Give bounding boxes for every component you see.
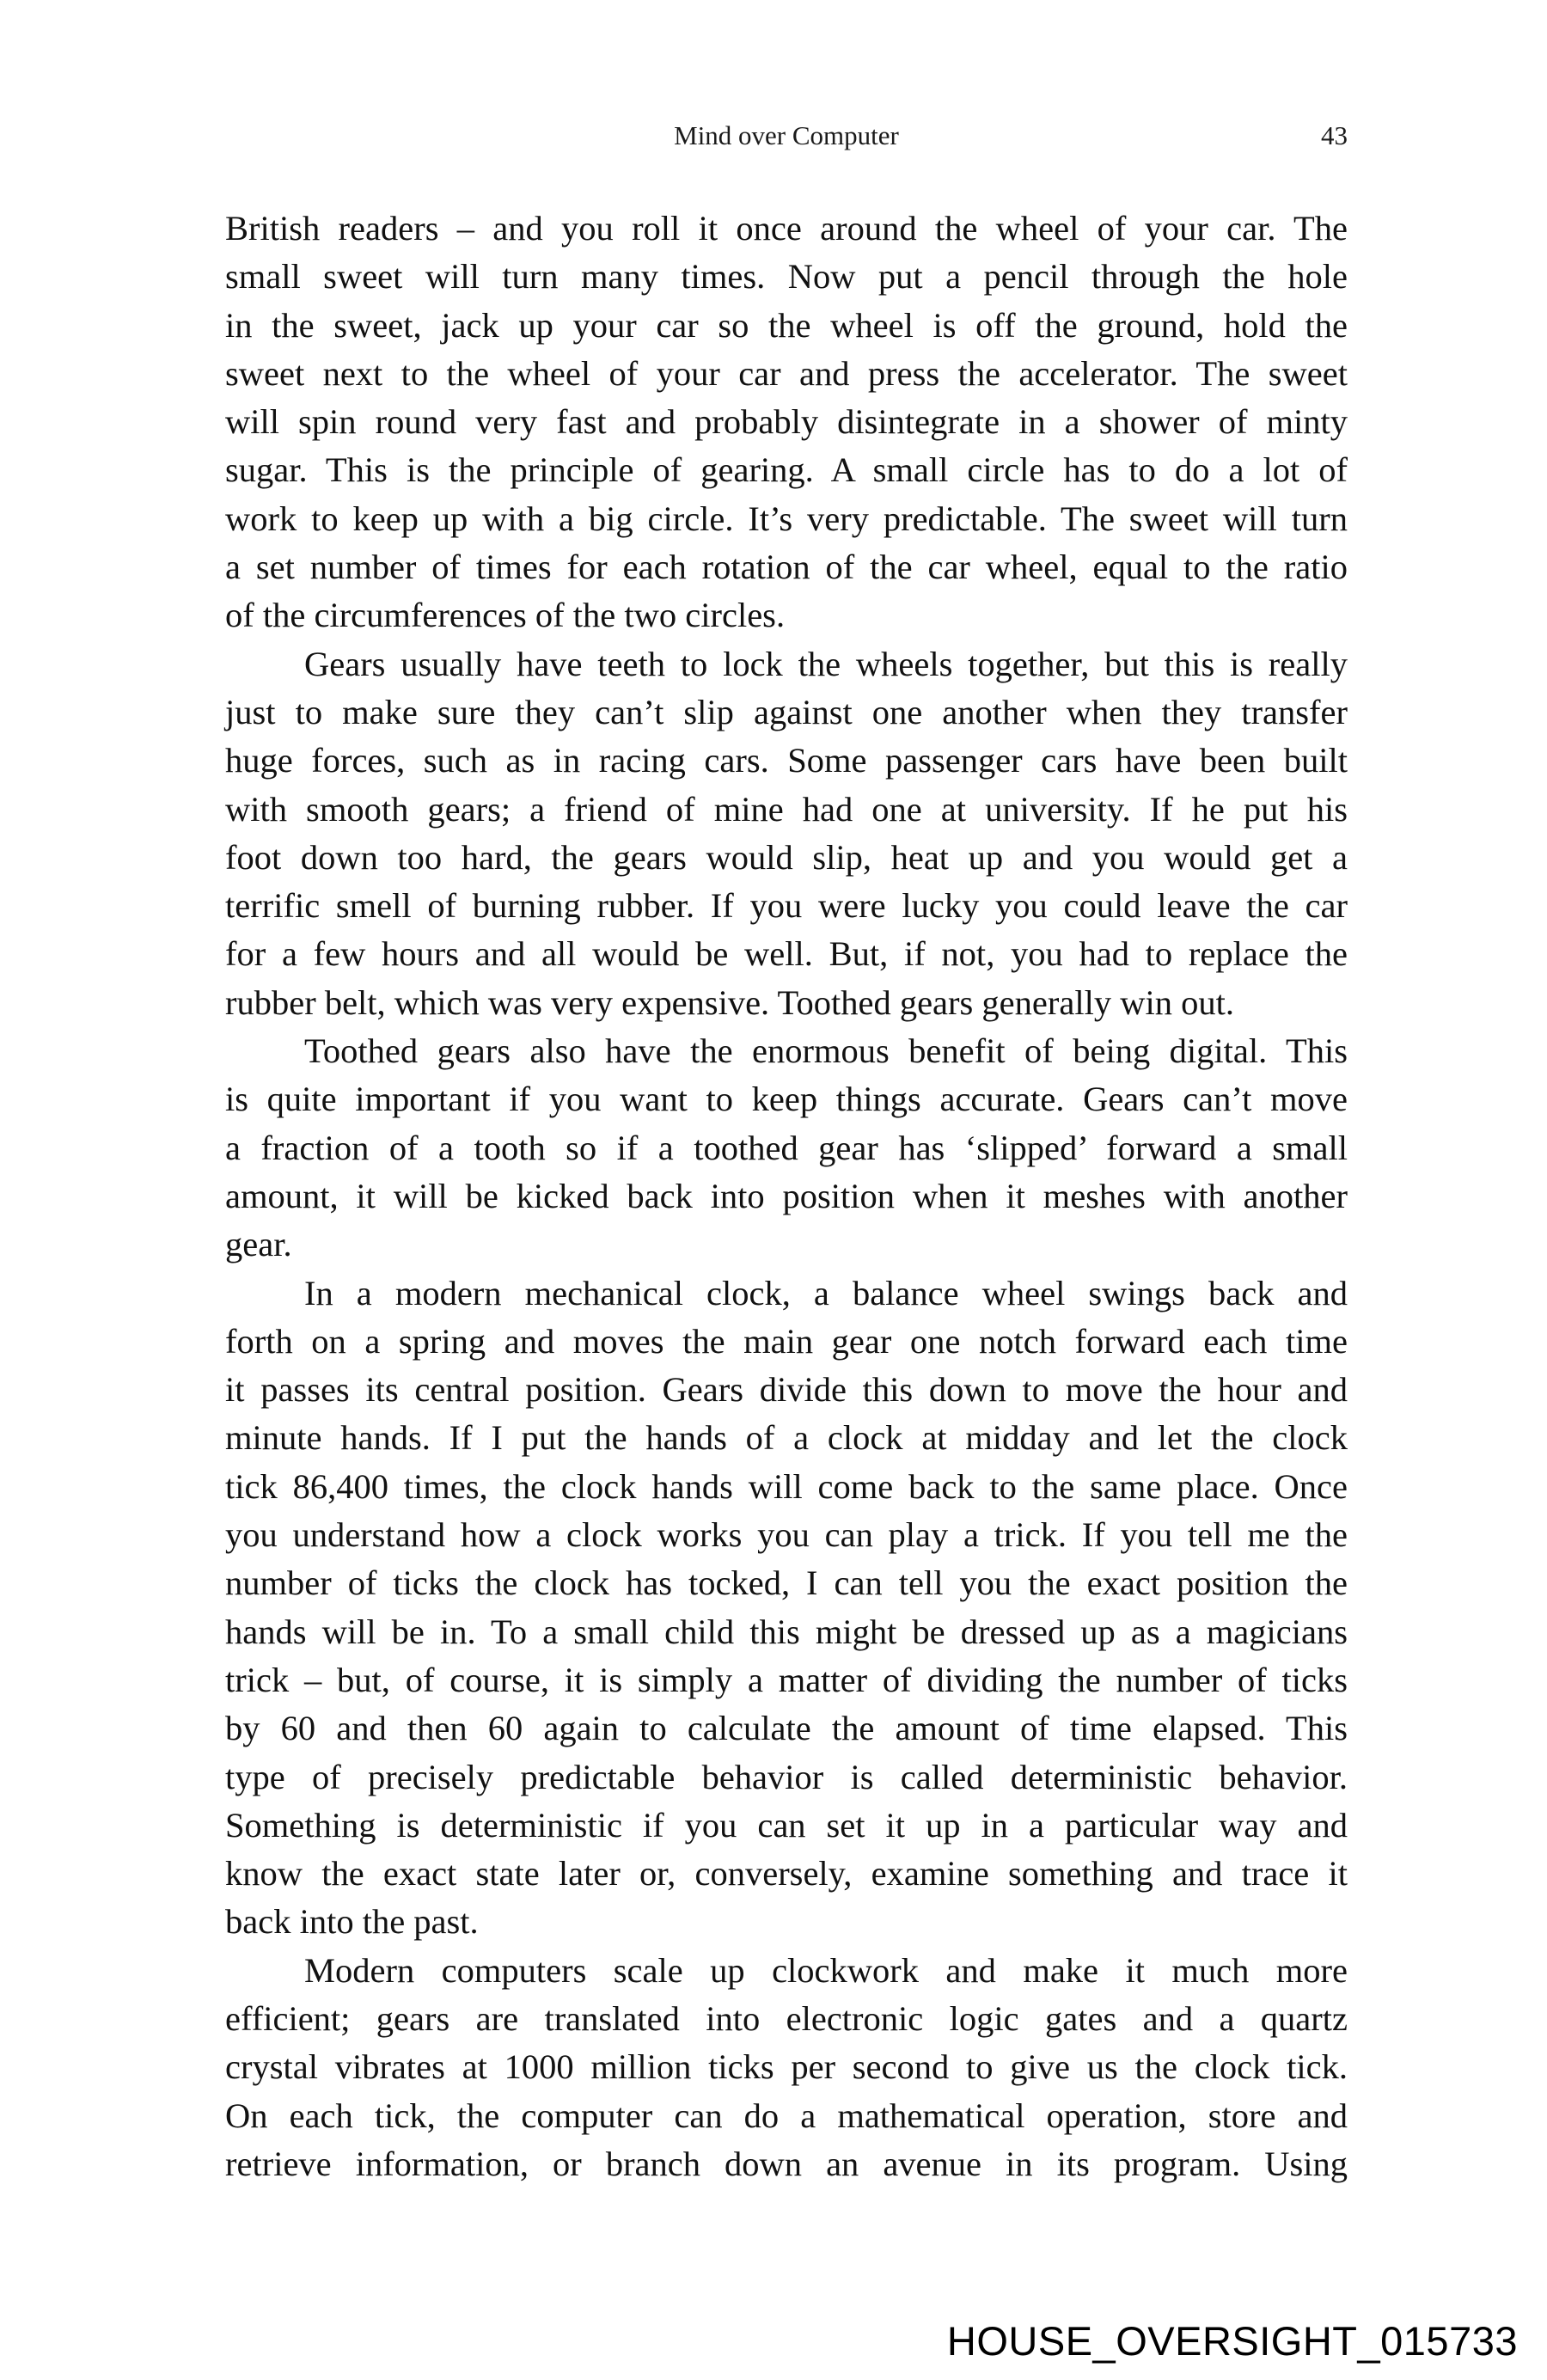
text-line: of the circumferences of the two circles. xyxy=(225,596,786,635)
text-line: back into the past. xyxy=(225,1902,479,1942)
running-header xyxy=(225,120,1348,158)
text-line: is quite important if you want to keep things accurate. Gears can’t move xyxy=(225,1080,1348,1119)
text-line: work to keep up with a big circle. It’s very predictable. The sweet will turn xyxy=(225,499,1348,538)
paragraph xyxy=(225,1270,1348,1947)
text-line: a set number of times for each rotation of the car wheel, equal to the ratio xyxy=(225,548,1348,587)
text-line: On each tick, the computer can do a mathematical operation, store and xyxy=(225,2096,1348,2135)
text-line: Gears usually have teeth to lock the wheels together, but this is really xyxy=(304,644,1348,683)
text-line: foot down too hard, the gears would slip, heat up and you would get a xyxy=(225,837,1348,877)
text-line: minute hands. If I put the hands of a clock at midday and let the clock xyxy=(225,1418,1348,1458)
text-line: small sweet will turn many times. Now put a pencil through the hole xyxy=(225,257,1348,297)
text-line: just to make sure they can’t slip against one another when they transfer xyxy=(225,692,1348,731)
text-line: crystal vibrates at 1000 million ticks per second to give us the clock tick. xyxy=(225,2047,1348,2087)
text-line: with smooth gears; a friend of mine had one at university. If he put his xyxy=(225,789,1348,829)
text-line: type of precisely predictable behavior is called deterministic behavior. xyxy=(225,1757,1348,1796)
paragraph xyxy=(225,640,1348,1027)
text-line: huge forces, such as in racing cars. Some passenger cars have been built xyxy=(225,741,1348,780)
text-line: terrific smell of burning rubber. If you were lucky you could leave the car xyxy=(225,886,1348,926)
text-line: efficient; gears are translated into electronic logic gates and a quartz xyxy=(225,1998,1348,2038)
paragraph xyxy=(225,1027,1348,1269)
running-title: Mind over Computer xyxy=(674,120,899,150)
bates-stamp: HOUSE_OVERSIGHT_015733 xyxy=(946,2318,1518,2364)
text-line: hands will be in. To a small child this might be dressed up as a magicians xyxy=(225,1612,1348,1651)
text-line: tick 86,400 times, the clock hands will come back to the same place. Once xyxy=(225,1466,1348,1506)
text-line: will spin round very fast and probably disintegrate in a shower of minty xyxy=(225,402,1348,442)
paragraph xyxy=(225,205,1348,640)
text-line: a fraction of a tooth so if a toothed gear has ‘slipped’ forward a small xyxy=(225,1128,1348,1167)
text-line: British readers – and you roll it once around the wheel of your car. The xyxy=(225,209,1348,248)
text-line: In a modern mechanical clock, a balance wheel swings back and xyxy=(304,1273,1348,1312)
text-line: you understand how a clock works you can play a trick. If you tell me the xyxy=(225,1515,1348,1555)
text-line: it passes its central position. Gears divide this down to move the hour and xyxy=(225,1370,1348,1410)
text-line: in the sweet, jack up your car so the wheel is off the ground, hold the xyxy=(225,305,1348,345)
text-line: gear. xyxy=(225,1225,292,1264)
text-line: rubber belt, which was very expensive. Toothed gears generally win out. xyxy=(225,982,1234,1022)
text-line: Modern computers scale up clockwork and make it much more xyxy=(304,1950,1348,1990)
text-line: Something is deterministic if you can set it up in a particular way and xyxy=(225,1805,1348,1845)
text-line: forth on a spring and moves the main gear one notch forward each time xyxy=(225,1321,1348,1361)
text-line: retrieve information, or branch down an avenue in its program. Using xyxy=(225,2144,1348,2183)
text-line: trick – but, of course, it is simply a matter of dividing the number of ticks xyxy=(225,1660,1348,1699)
text-line: sugar. This is the principle of gearing. A small circle has to do a lot of xyxy=(225,450,1348,490)
text-line: Toothed gears also have the enormous benefit of being digital. This xyxy=(304,1031,1348,1071)
text-line: sweet next to the wheel of your car and press the accelerator. The sweet xyxy=(225,353,1348,393)
text-line: number of ticks the clock has tocked, I can tell you the exact position the xyxy=(225,1563,1348,1603)
text-line: know the exact state later or, conversely, examine something and trace it xyxy=(225,1854,1348,1894)
text-line: for a few hours and all would be well. But, if not, you had to replace the xyxy=(225,934,1348,974)
text-line: amount, it will be kicked back into position when it meshes with another xyxy=(225,1176,1348,1215)
text-line: by 60 and then 60 again to calculate the amount of time elapsed. This xyxy=(225,1709,1348,1748)
paragraph xyxy=(225,1947,1348,2188)
body-text xyxy=(225,205,1348,2188)
page-number: 43 xyxy=(1321,120,1348,150)
